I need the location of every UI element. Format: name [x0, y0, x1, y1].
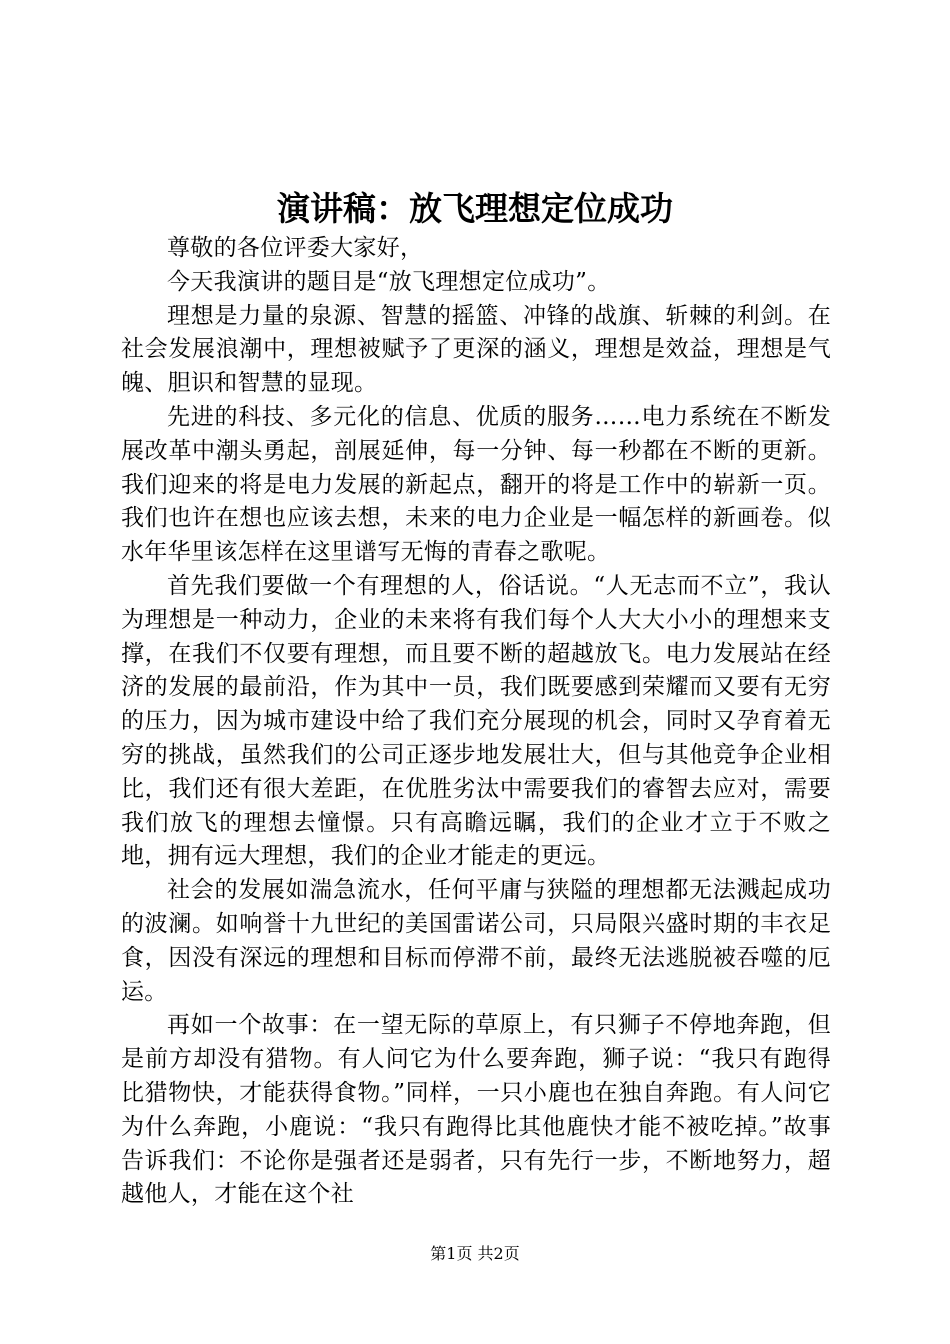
paragraph-greeting: 尊敬的各位评委大家好，: [167, 235, 424, 261]
paragraph-power-development: 先进的科技、多元化的信息、优质的服务……电力系统在不断发展改革中潮头勇起，剖展延伸，每一分钟、每一秒都在不断的更新。我们迎来的将是电力发展的新起点，翻开的将是工作中的崭新一页。我们也许在想也应该去想，未来的电力企业是一幅怎样的新画卷。似水年华里该怎样在这里谱写无悔的青春之歌呢。: [121, 403, 831, 566]
paragraph-reynolds-example: 社会的发展如湍急流水，任何平庸与狭隘的理想都无法溅起成功的波澜。如响誉十九世纪的美国雷诺公司，只局限兴盛时期的丰衣足食，因没有深远的理想和目标而停滞不前，最终无法逃脱被吞噬的厄运。: [121, 877, 831, 1005]
paragraph-lion-deer-story: 再如一个故事：在一望无际的草原上，有只狮子不停地奔跑，但是前方却没有猎物。有人问它为什么要奔跑，狮子说：“我只有跑得比猎物快，才能获得食物。”同样，一只小鹿也在独自奔跑。有人问它为什么奔跑，小鹿说：“我只有跑得比其他鹿快才能不被吃掉。”故事告诉我们：不论你是强者还是弱者，只有先行一步，不断地努力，超越他人，才能在这个社: [121, 1012, 831, 1208]
page-number-total: 共2页: [477, 1244, 520, 1263]
paragraph-be-ambitious: 首先我们要做一个有理想的人，俗话说。“人无志而不立”，我认为理想是一种动力，企业的未来将有我们每个人大大小小的理想来支撑，在我们不仅要有理想，而且要不断的超越放飞。电力发展站在经济的发展的最前沿，作为其中一员，我们既要感到荣耀而又要有无穷的压力，因为城市建设中给了我们充分展现的机会，同时又孕育着无穷的挑战，虽然我们的公司正逐步地发展壮大，但与其他竞争企业相比，我们还有很大差距，在优胜劣汰中需要我们的睿智去应对，需要我们放飞的理想去憧憬。只有高瞻远瞩，我们的企业才立于不败之地，拥有远大理想，我们的企业才能走的更远。: [121, 572, 831, 870]
document-title: 演讲稿：放飞理想定位成功: [277, 189, 673, 228]
paragraph-topic: 今天我演讲的题目是“放飞理想定位成功”。: [167, 268, 611, 295]
document-body: [121, 232, 831, 1212]
page-footer: [0, 1244, 950, 1264]
page-number-current: 第1页: [430, 1244, 473, 1263]
paragraph-ideal-definition: 理想是力量的泉源、智慧的摇篮、冲锋的战旗、斩棘的利剑。在社会发展浪潮中，理想被赋予了更深的涵义，理想是效益，理想是气魄、胆识和智慧的显现。: [121, 302, 831, 397]
